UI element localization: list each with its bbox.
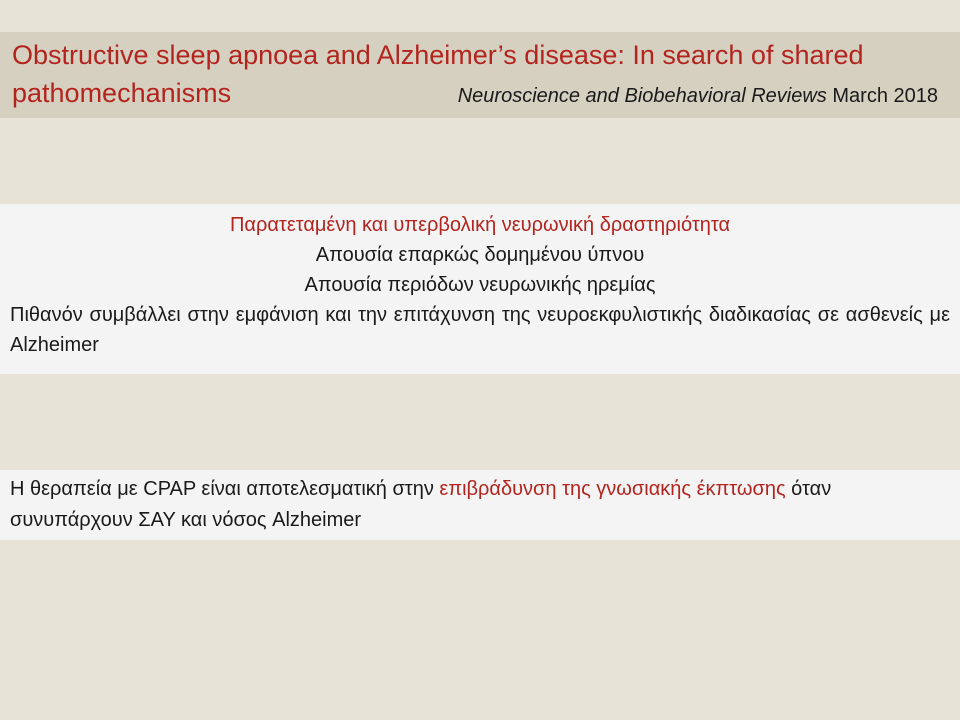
- therapy-box: [0, 470, 960, 540]
- therapy-text-after: όταν συνυπάρχουν ΣΑΥ και νόσος Alzheimer: [10, 478, 832, 531]
- slide-title-row2: [12, 74, 950, 112]
- slide-title-line1: Obstructive sleep apnoea and Alzheimer’s disease: In search of shared: [12, 40, 864, 70]
- citation: [458, 85, 938, 108]
- publication-date: March 2018: [832, 85, 938, 107]
- findings-heading: Παρατεταμένη και υπερβολική νευρωνική δραστηριότητα: [229, 214, 731, 236]
- findings-line-2: Απουσία περιόδων νευρωνικής ηρεμίας: [304, 274, 656, 296]
- findings-paragraph: Πιθανόν συμβάλλει στην εμφάνιση και την επιτάχυνση της νευροεκφυλιστικής διαδικασίας σε ασθενείς με Alzheimer: [10, 304, 950, 356]
- slide-title-line2: pathomechanisms: [12, 78, 232, 108]
- journal-name: Neuroscience and Biobehavioral Reviews: [457, 85, 827, 107]
- therapy-text-before: Η θεραπεία με CPAP είναι αποτελεσματική στην: [10, 478, 440, 500]
- findings-box: [0, 204, 960, 374]
- findings-line-1: Απουσία επαρκώς δομημένου ύπνου: [315, 244, 645, 266]
- therapy-highlight: επιβράδυνση της γνωσιακής έκπτωσης: [439, 478, 786, 500]
- title-band: [0, 32, 960, 118]
